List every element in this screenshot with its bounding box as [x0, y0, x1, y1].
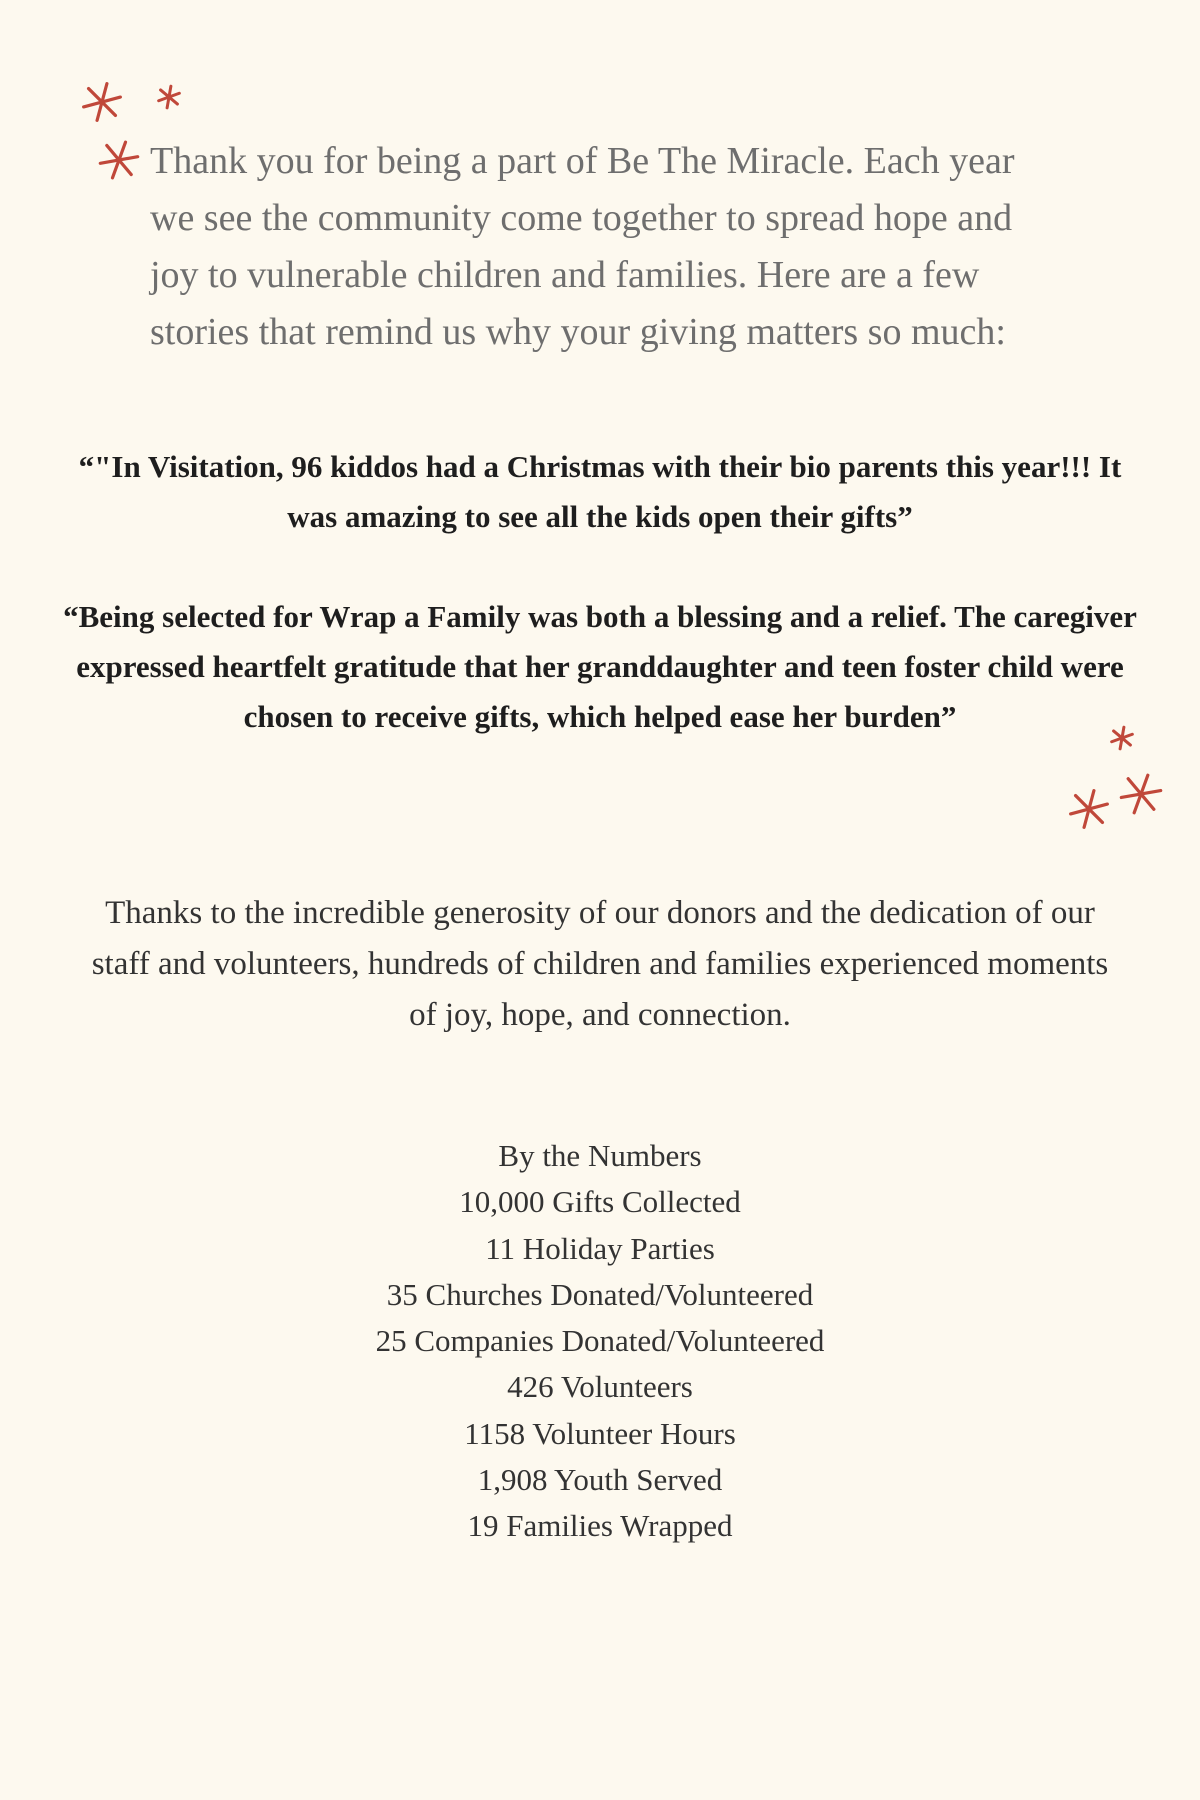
numbers-item: 11 Holiday Parties	[485, 1230, 715, 1266]
sparkle-icon	[1067, 787, 1111, 831]
wrap-a-family-quote: “Being selected for Wrap a Family was both a blessing and a relief. The caregiver expressed heartfelt gratitude that her granddaughter and teen foster child were chosen to receive gifts, which helped ease her burden”	[63, 599, 1137, 734]
numbers-item: 426 Volunteers	[507, 1369, 693, 1405]
numbers-item: 35 Churches Donated/Volunteered	[386, 1276, 814, 1312]
by-the-numbers-list	[200, 1133, 1000, 1550]
sparkle-icon	[97, 138, 141, 182]
numbers-item: 1158 Volunteer Hours	[464, 1415, 736, 1451]
thanks-paragraph: Thanks to the incredible generosity of our donors and the dedication of our staff and volunteers, hundreds of children and families experienced moments of joy, hope, and connection.	[91, 895, 1109, 1033]
sparkle-icon	[1118, 771, 1164, 817]
visitation-quote: “"In Visitation, 96 kiddos had a Christmas with their bio parents this year!!! It was amazing to see all the kids open their gifts”	[78, 449, 1122, 534]
numbers-item: 1,908 Youth Served	[477, 1462, 723, 1498]
sparkle-icon	[155, 83, 183, 111]
numbers-heading: By the Numbers	[498, 1138, 702, 1173]
numbers-item: 19 Families Wrapped	[467, 1508, 733, 1544]
numbers-item: 10,000 Gifts Collected	[459, 1184, 741, 1220]
sparkle-icon	[80, 80, 124, 124]
numbers-item: 25 Companies Donated/Volunteered	[375, 1323, 825, 1359]
intro-paragraph: Thank you for being a part of Be The Miracle. Each year we see the community come together to spread hope and joy to vulnerable children and families. Here are a few stories that remind us why your giving matters so much:	[150, 140, 1015, 353]
